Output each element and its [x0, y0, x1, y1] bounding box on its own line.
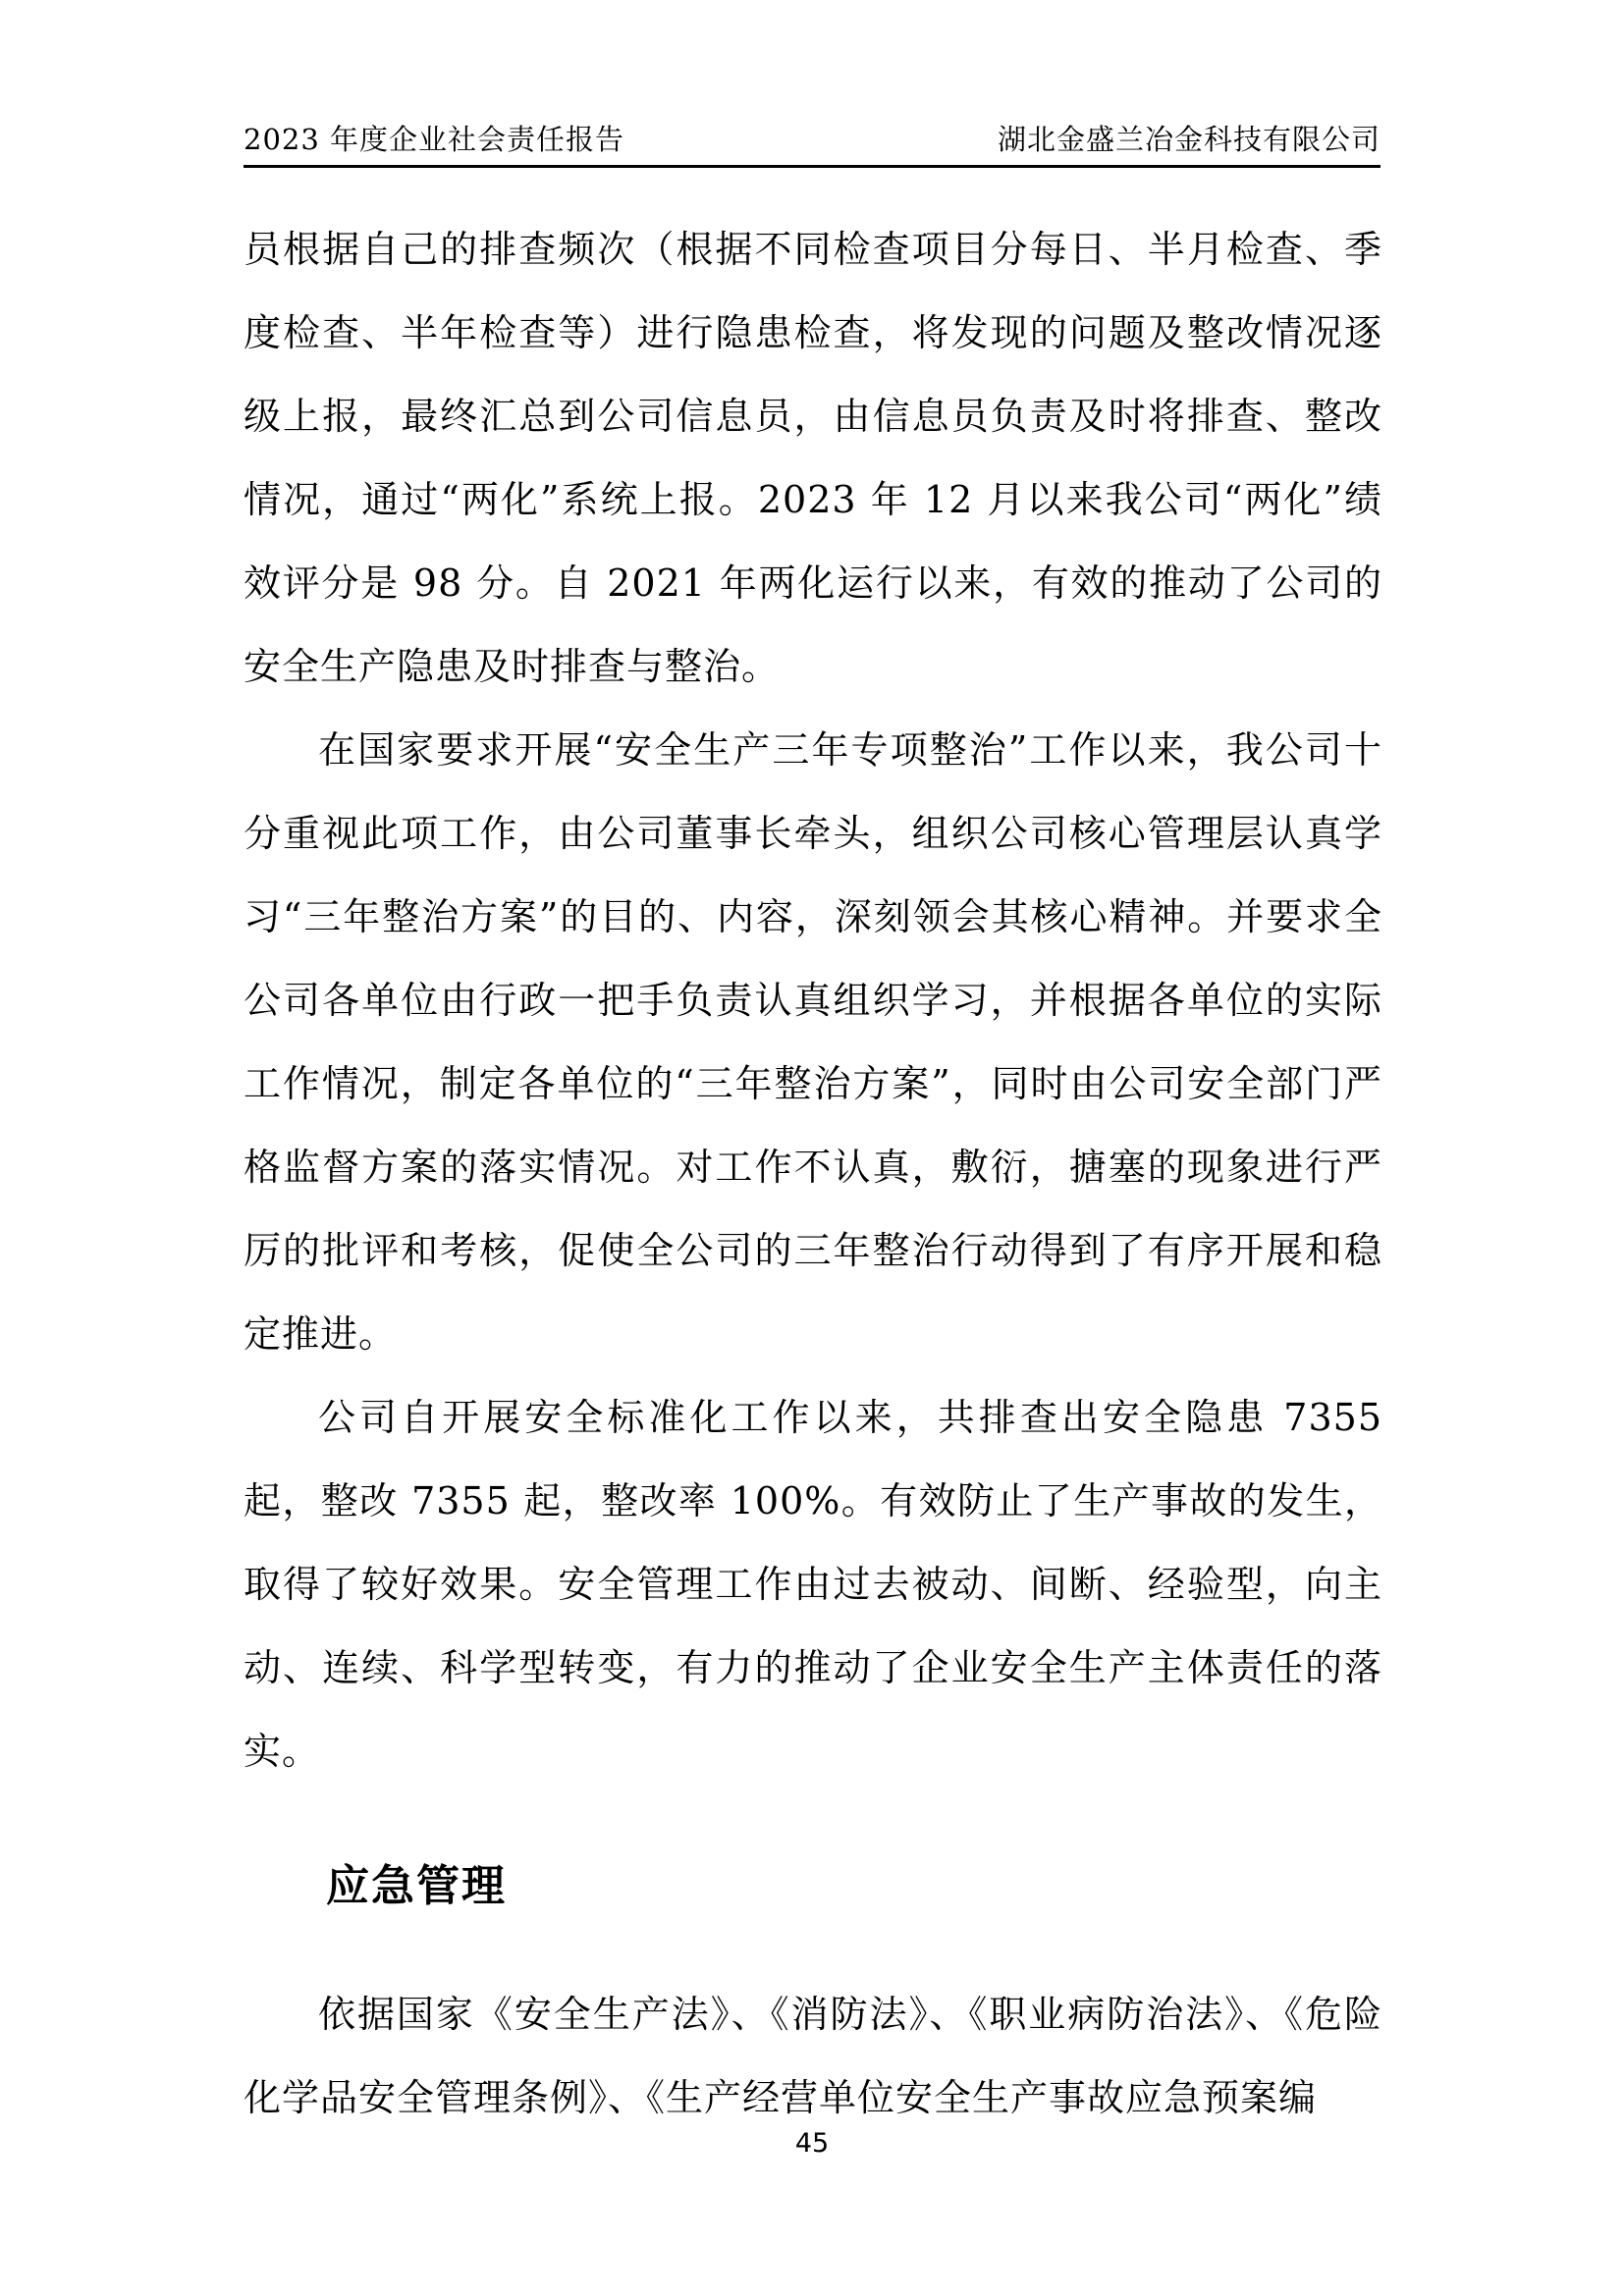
paragraph-safety-standardization-results: 公司自开展安全标准化工作以来，共排查出安全隐患 7355 起，整改 7355 起，整改率 100%。有效防止了生产事故的发生，取得了较好效果。安全管理工作由过去被动、间断、经验型，向主动、连续、科学型转变，有力的推动了企业安全生产主体责任的落实。 [244, 1396, 1382, 1773]
page-number: 45 [794, 2128, 830, 2159]
document-body [244, 208, 1382, 2140]
paragraph-emergency-regulations: 依据国家《安全生产法》、《消防法》、《职业病防治法》、《危险化学品安全管理条例》、《生产经营单位安全生产事故应急预案编 [244, 1992, 1382, 2119]
header-report-title: 2023 年度企业社会责任报告 [244, 123, 625, 156]
page-footer [0, 2128, 1624, 2159]
paragraph-three-year-rectification: 在国家要求开展“安全生产三年专项整治”工作以来，我公司十分重视此项工作，由公司董事长牵头，组织公司核心管理层认真学习“三年整治方案”的目的、内容，深刻领会其核心精神。并要求全公司各单位由行政一把手负责认真组织学习，并根据各单位的实际工作情况，制定各单位的“三年整治方案”，同时由公司安全部门严格监督方案的落实情况。对工作不认真，敷衍，搪塞的现象进行严厉的批评和考核，促使全公司的三年整治行动得到了有序开展和稳定推进。 [244, 728, 1382, 1356]
header-company-name: 湖北金盛兰冶金科技有限公司 [997, 123, 1380, 156]
section-heading-emergency-management: 应急管理 [326, 1862, 507, 1910]
page-header [244, 118, 1380, 168]
paragraph-hidden-danger-inspection: 员根据自己的排查频次（根据不同检查项目分每日、半月检查、季度检查、半年检查等）进行隐患检查，将发现的问题及整改情况逐级上报，最终汇总到公司信息员，由信息员负责及时将排查、整改情况，通过“两化”系统上报。2023 年 12 月以来我公司“两化”绩效评分是 98 分。自 2021 年两化运行以来，有效的推动了公司的安全生产隐患及时排查与整治。 [244, 228, 1382, 688]
